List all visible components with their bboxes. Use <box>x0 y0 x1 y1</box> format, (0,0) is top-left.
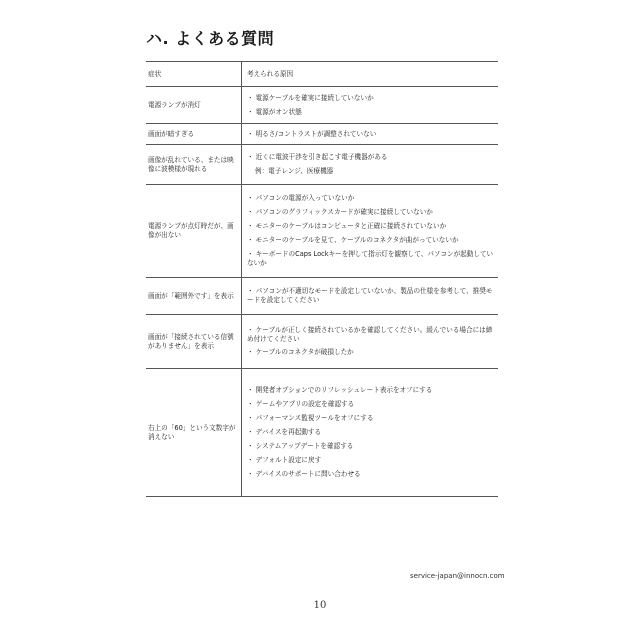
cause-item: ・ 電源ケーブルを確実に接続していないか <box>247 93 374 102</box>
cause-text: モニターのケーブルはコンピュータと正確に接続されていないか <box>255 222 447 231</box>
cause-cell <box>242 278 499 315</box>
page-number: 10 <box>313 600 327 611</box>
cause-text: 開発者オプションでのリフレッシュレート表示をオフにする <box>255 386 433 395</box>
symptom-cell <box>146 124 242 145</box>
cause-text: デフォルト設定に戻す <box>255 455 322 464</box>
table-row <box>146 87 498 124</box>
symptom-cell <box>146 185 242 278</box>
cause-cell <box>242 87 499 124</box>
cause-text: 電源がオン状態 <box>255 107 302 116</box>
cause-item: ・ デバイスのサポートに問い合わせる <box>247 469 361 478</box>
cause-note: 例：電子レンジ、医療機器 <box>255 167 334 175</box>
cause-item: ・ システムアップデートを確認する <box>247 441 354 450</box>
cause-item: ・ キーボードのCaps Lockキーを押して指示灯を観察して、パソコンが起動していないか <box>247 249 494 267</box>
cause-cell <box>242 145 499 185</box>
symptom-column-header: 症状 <box>146 62 242 87</box>
cause-cell <box>242 124 499 145</box>
table-header-row <box>146 62 498 87</box>
support-email: service-japan@innocn.com <box>410 572 505 580</box>
cause-item: ・ パソコンのグラフィックスカードが確実に接続していないか <box>247 208 433 217</box>
cause-text: パソコンが不適切なモードを設定していないか、製品の仕様を参考して、推奨モードを設定してください <box>247 287 493 304</box>
cause-cell <box>242 185 499 278</box>
table-row <box>146 369 498 497</box>
symptom-text: 画面が「範囲外です」を表示 <box>148 291 234 300</box>
table-row <box>146 185 498 278</box>
cause-text: モニターのケーブルを見て、ケーブルのコネクタが曲がっていないか <box>255 236 459 244</box>
table-row <box>146 124 498 145</box>
table-row <box>146 145 498 185</box>
cause-item: ・ パソコンが不適切なモードを設定していないか、製品の仕様を参考して、推奨モードを設定してください <box>247 287 493 304</box>
cause-column-header: 考えられる原因 <box>242 62 499 87</box>
faq-table <box>146 61 498 497</box>
cause-text: キーボードのCaps Lockキーを押して指示灯を観察して、パソコンが起動していないか <box>247 249 494 267</box>
cause-item: ・ 明るさ/コントラストが調整されていない <box>247 129 377 138</box>
cause-text: 明るさ/コントラストが調整されていない <box>255 129 377 138</box>
table-row <box>146 278 498 315</box>
cause-item: ・ デフォルト設定に戻す <box>247 455 322 464</box>
cause-cell <box>242 369 499 497</box>
symptom-text: 右上の「60」という文数字が消えない <box>148 423 236 441</box>
cause-text: デバイスを再起動する <box>255 428 322 437</box>
cause-text: ケーブルのコネクタが破損したか <box>255 348 354 357</box>
cause-item: ・ モニターのケーブルを見て、ケーブルのコネクタが曲がっていないか <box>247 236 459 244</box>
cause-item: ・ ケーブルのコネクタが破損したか <box>247 348 354 357</box>
cause-item: ・ パフォーマンス監視ツールをオフにする <box>247 414 374 423</box>
cause-item: ・ パソコンの電源が入っていないか <box>247 194 355 203</box>
symptom-text: 画面が暗すぎる <box>148 129 195 138</box>
symptom-cell <box>146 369 242 497</box>
cause-text: システムアップデートを確認する <box>255 441 354 450</box>
cause-item: ・ 開発者オプションでのリフレッシュレート表示をオフにする <box>247 386 433 395</box>
cause-text: パソコンの電源が入っていないか <box>255 194 355 203</box>
cause-cell <box>242 315 499 369</box>
cause-item: ・ ゲームやアプリの設定を確認する <box>247 400 355 409</box>
cause-text: 電源ケーブルを確実に接続していないか <box>255 93 374 102</box>
symptom-cell <box>146 315 242 369</box>
table-row <box>146 315 498 369</box>
cause-text: パフォーマンス監視ツールをオフにする <box>255 414 374 423</box>
symptom-cell <box>146 87 242 124</box>
symptom-cell <box>146 278 242 315</box>
symptom-text: 画面が「接続されている信號があ​りません」を表示 <box>148 332 234 350</box>
cause-item: ・ モニターのケーブルはコンピュータと正確に接続されていないか <box>247 222 447 231</box>
cause-item: ・ デバイスを再起動する <box>247 428 322 437</box>
cause-item: ・ 近くに電波干渉を引き起こす電子機器がある <box>247 153 388 162</box>
cause-item: ・ ケーブルが正しく接続されているかを確認してください。緩んでいる場合には締め付けてください <box>247 325 493 343</box>
page-title: ハ. よくある質問 <box>146 29 275 48</box>
symptom-text: 画像が乱れている、または映像に波模様が現れる <box>148 155 234 173</box>
cause-text: ケーブルが正しく接続されているかを確認してください。緩んでいる場合には締め付けてください <box>247 325 493 343</box>
cause-text: 近くに電波干渉を引き起こす電子機器がある <box>255 153 388 162</box>
cause-text: パソコンのグラフィックスカードが確実に接続していないか <box>255 208 433 217</box>
symptom-text: 電源ランプが消灯 <box>148 100 201 109</box>
symptom-cell <box>146 145 242 185</box>
cause-item: ・ 電源がオン状態 <box>247 107 302 116</box>
cause-text: ゲームやアプリの設定を確認する <box>255 400 355 409</box>
symptom-text: 電源ランプが点灯時だが、画像が出ない <box>148 222 234 239</box>
cause-text: デバイスのサポートに問い合わせる <box>255 469 361 478</box>
